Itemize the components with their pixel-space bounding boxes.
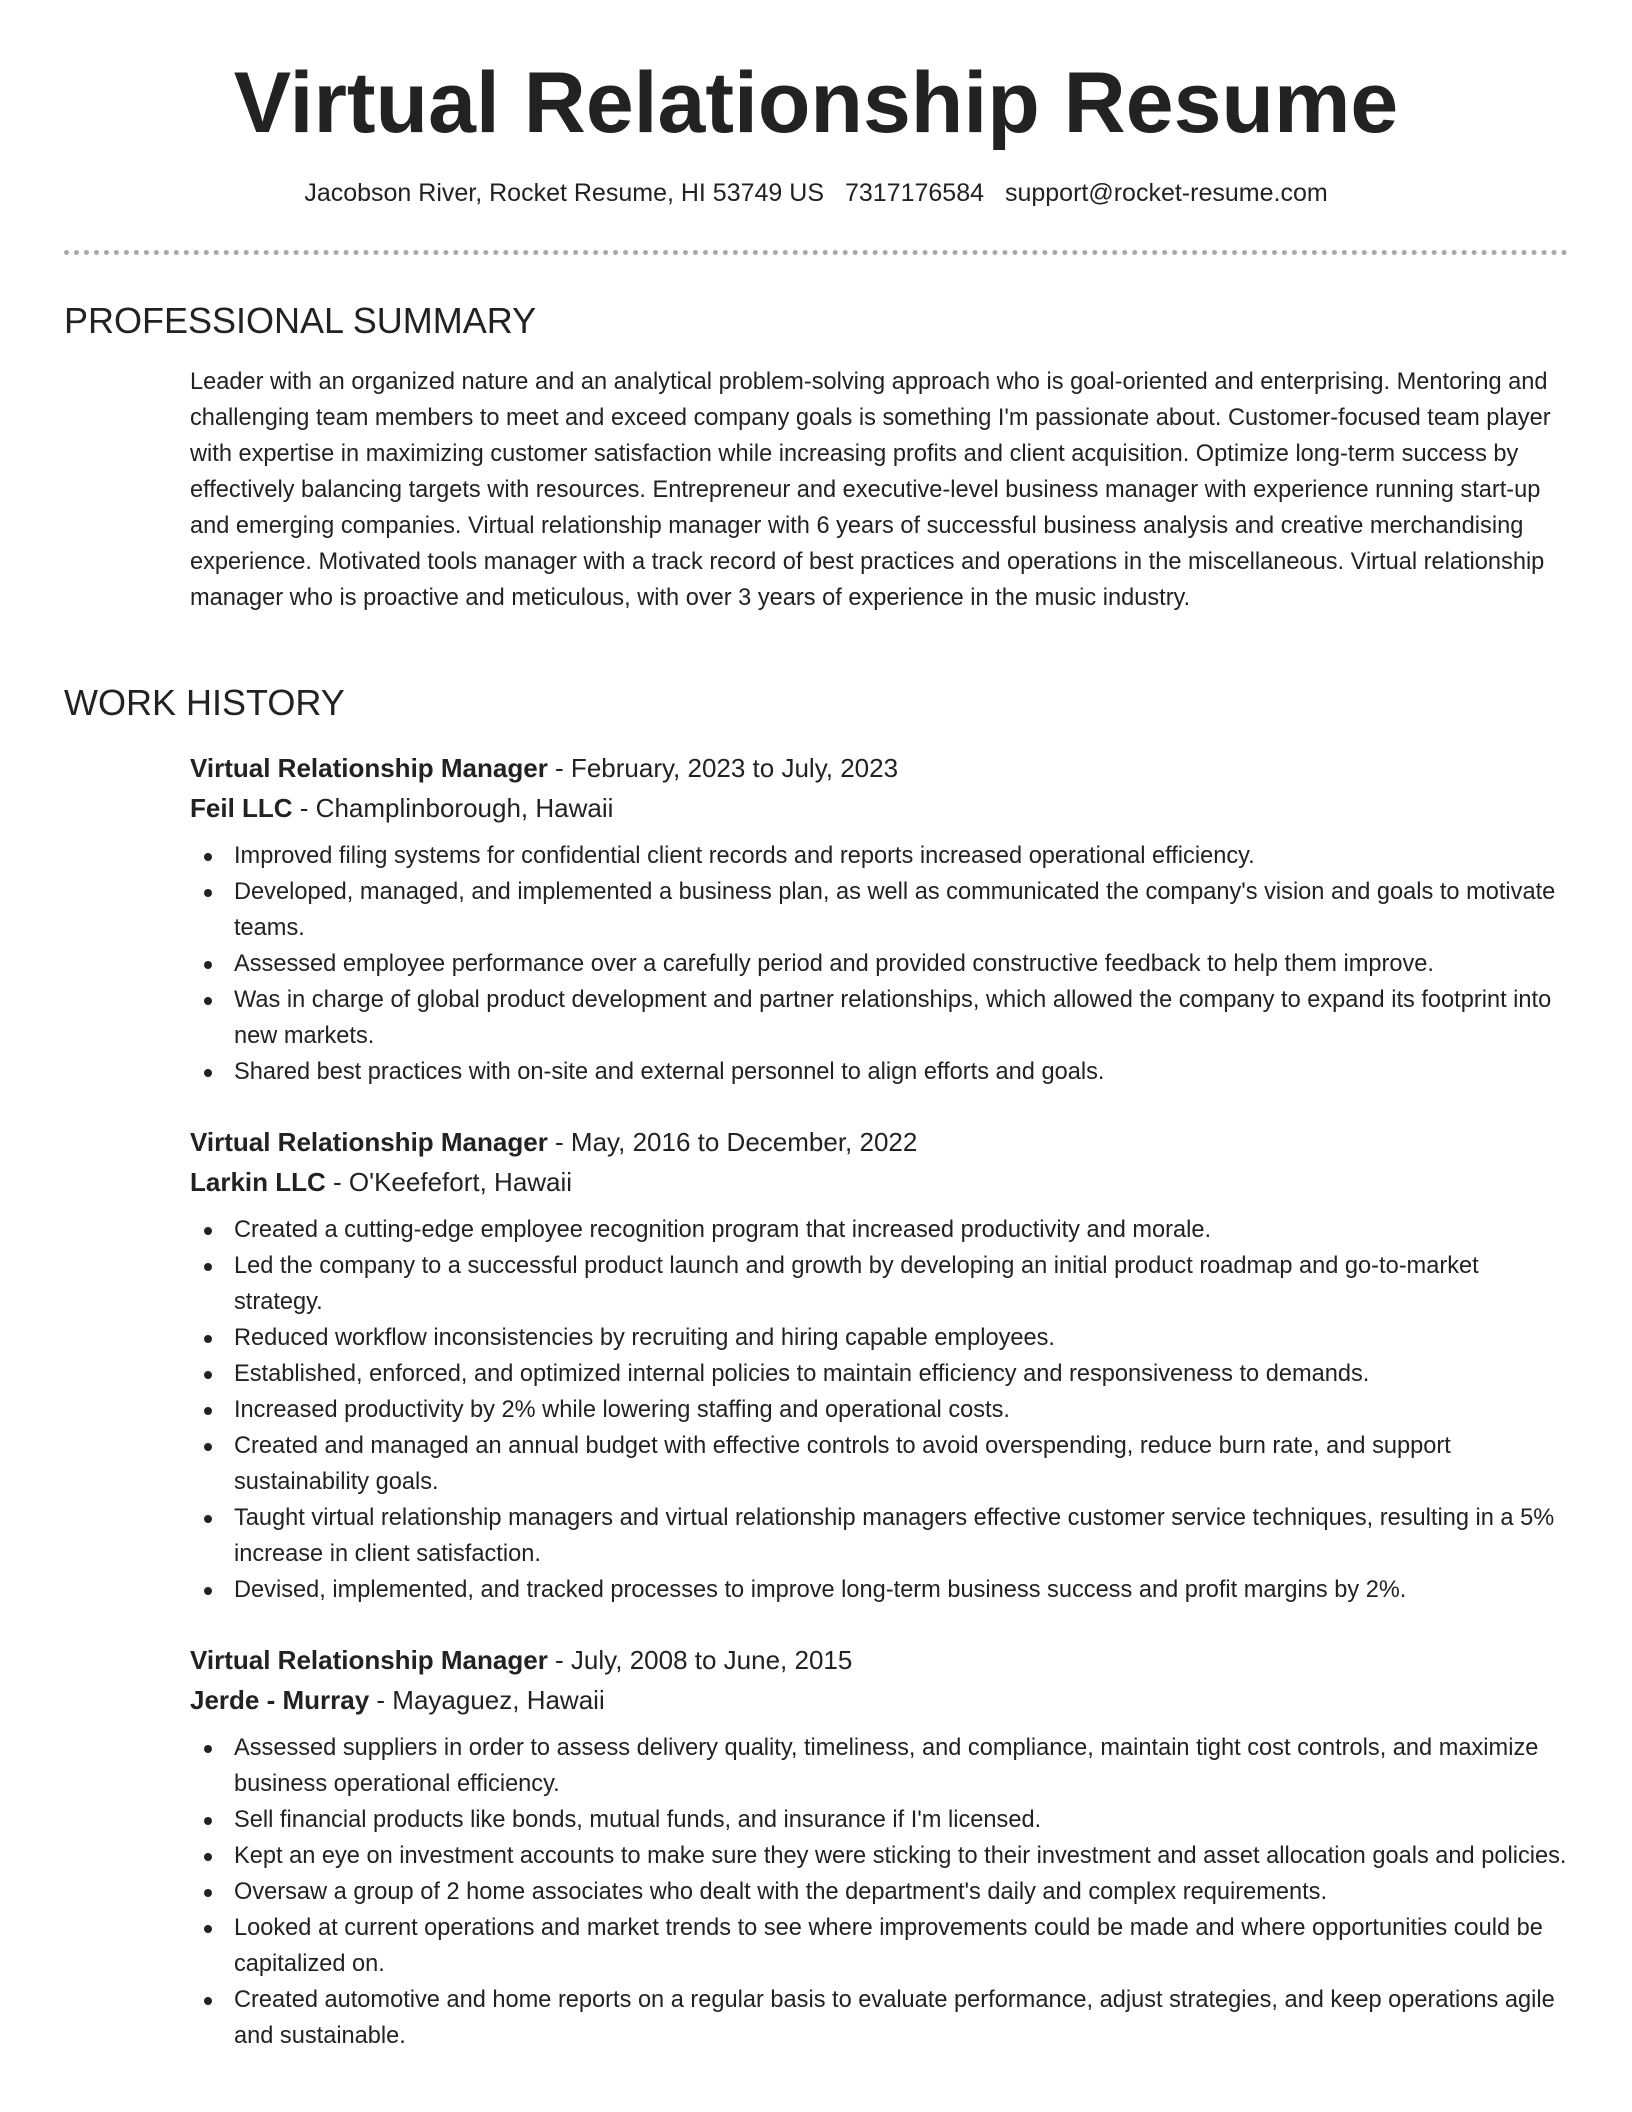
job-bullet: Led the company to a successful product launch and growth by developing an initial product roadmap and go-to-market strategy. [234, 1248, 1570, 1320]
job-bullet: Created and managed an annual budget with effective controls to avoid overspending, reduce burn rate, and support sustainability goals. [234, 1428, 1570, 1500]
job-bullets [190, 838, 1570, 1090]
work-history-list [190, 748, 1570, 2086]
job-entry [190, 748, 1570, 1090]
job-bullet: Shared best practices with on-site and external personnel to align efforts and goals. [234, 1054, 1570, 1090]
job-entry [190, 1640, 1570, 2054]
job-bullet: Established, enforced, and optimized internal policies to maintain efficiency and responsiveness to demands. [234, 1356, 1570, 1392]
job-bullet: Assessed employee performance over a carefully period and provided constructive feedback to help them improve. [234, 946, 1570, 982]
job-role-line [190, 1640, 1570, 1680]
job-company: Feil LLC [190, 793, 293, 823]
job-role: Virtual Relationship Manager [190, 1645, 548, 1675]
job-company: Larkin LLC [190, 1167, 326, 1197]
job-bullets [190, 1212, 1570, 1608]
resume-header [0, 0, 1632, 210]
job-bullet: Increased productivity by 2% while lowering staffing and operational costs. [234, 1392, 1570, 1428]
job-role: Virtual Relationship Manager [190, 753, 548, 783]
job-company-line [190, 1162, 1570, 1202]
job-bullet: Reduced workflow inconsistencies by recruiting and hiring capable employees. [234, 1320, 1570, 1356]
job-location: - O'Keefefort, Hawaii [325, 1167, 573, 1197]
contact-email: support@rocket-resume.com [1004, 179, 1328, 207]
job-dates: - February, 2023 to July, 2023 [547, 753, 899, 783]
header-divider [64, 250, 1568, 255]
job-bullet: Was in charge of global product development and partner relationships, which allowed the company to expand its footprint into new markets. [234, 982, 1570, 1054]
job-bullet: Developed, managed, and implemented a business plan, as well as communicated the company's vision and goals to motivate teams. [234, 874, 1570, 946]
job-bullets [190, 1730, 1570, 2054]
job-bullet: Created automotive and home reports on a regular basis to evaluate performance, adjust strategies, and keep operations agile and sustainable. [234, 1982, 1570, 2054]
job-role-line [190, 748, 1570, 788]
job-location: - Champlinborough, Hawaii [292, 793, 614, 823]
job-entry [190, 1122, 1570, 1608]
contact-line [0, 176, 1632, 210]
job-bullet: Looked at current operations and market trends to see where improvements could be made and where opportunities could be capitalized on. [234, 1910, 1570, 1982]
job-bullet: Created a cutting-edge employee recognition program that increased productivity and morale. [234, 1212, 1570, 1248]
job-bullet: Improved filing systems for confidential client records and reports increased operational efficiency. [234, 838, 1570, 874]
job-bullet: Kept an eye on investment accounts to make sure they were sticking to their investment and asset allocation goals and policies. [234, 1838, 1570, 1874]
job-bullet: Sell financial products like bonds, mutual funds, and insurance if I'm licensed. [234, 1802, 1570, 1838]
job-company-line [190, 1680, 1570, 1720]
job-dates: - July, 2008 to June, 2015 [547, 1645, 853, 1675]
job-role: Virtual Relationship Manager [190, 1127, 548, 1157]
work-section-title: WORK HISTORY [64, 682, 345, 723]
job-bullet: Oversaw a group of 2 home associates who dealt with the department's daily and complex requirements. [234, 1874, 1570, 1910]
job-dates: - May, 2016 to December, 2022 [547, 1127, 918, 1157]
contact-address: Jacobson River, Rocket Resume, HI 53749 US [304, 179, 825, 207]
summary-section-title: PROFESSIONAL SUMMARY [64, 300, 537, 341]
job-bullet: Assessed suppliers in order to assess delivery quality, timeliness, and compliance, maintain tight cost controls, and maximize business operational efficiency. [234, 1730, 1570, 1802]
job-role-line [190, 1122, 1570, 1162]
job-company-line [190, 788, 1570, 828]
contact-phone: 7317176584 [844, 179, 985, 207]
job-location: - Mayaguez, Hawaii [369, 1685, 605, 1715]
job-bullet: Taught virtual relationship managers and virtual relationship managers effective customer service techniques, resulting in a 5% increase in client satisfaction. [234, 1500, 1570, 1572]
resume-name: Virtual Relationship Resume [233, 55, 1399, 151]
summary-text: Leader with an organized nature and an analytical problem-solving approach who is goal-oriented and enterprising. Mentoring and challenging team members to meet and exceed company goals is something I'm passionate about. Customer-focused team player with expertise in maximizing customer satisfaction while increasing profits and client acquisition. Optimize long-term success by effectively balancing targets with resources. Entrepreneur and executive-level business manager with experience running start-up and emerging companies. Virtual relationship manager with 6 years of successful business analysis and creative merchandising experience. Motivated tools manager with a track record of best practices and operations in the miscellaneous. Virtual relationship manager who is proactive and meticulous, with over 3 years of experience in the music industry. [190, 369, 1551, 611]
job-bullet: Devised, implemented, and tracked processes to improve long-term business success and profit margins by 2%. [234, 1572, 1570, 1608]
job-company: Jerde - Murray [190, 1685, 370, 1715]
